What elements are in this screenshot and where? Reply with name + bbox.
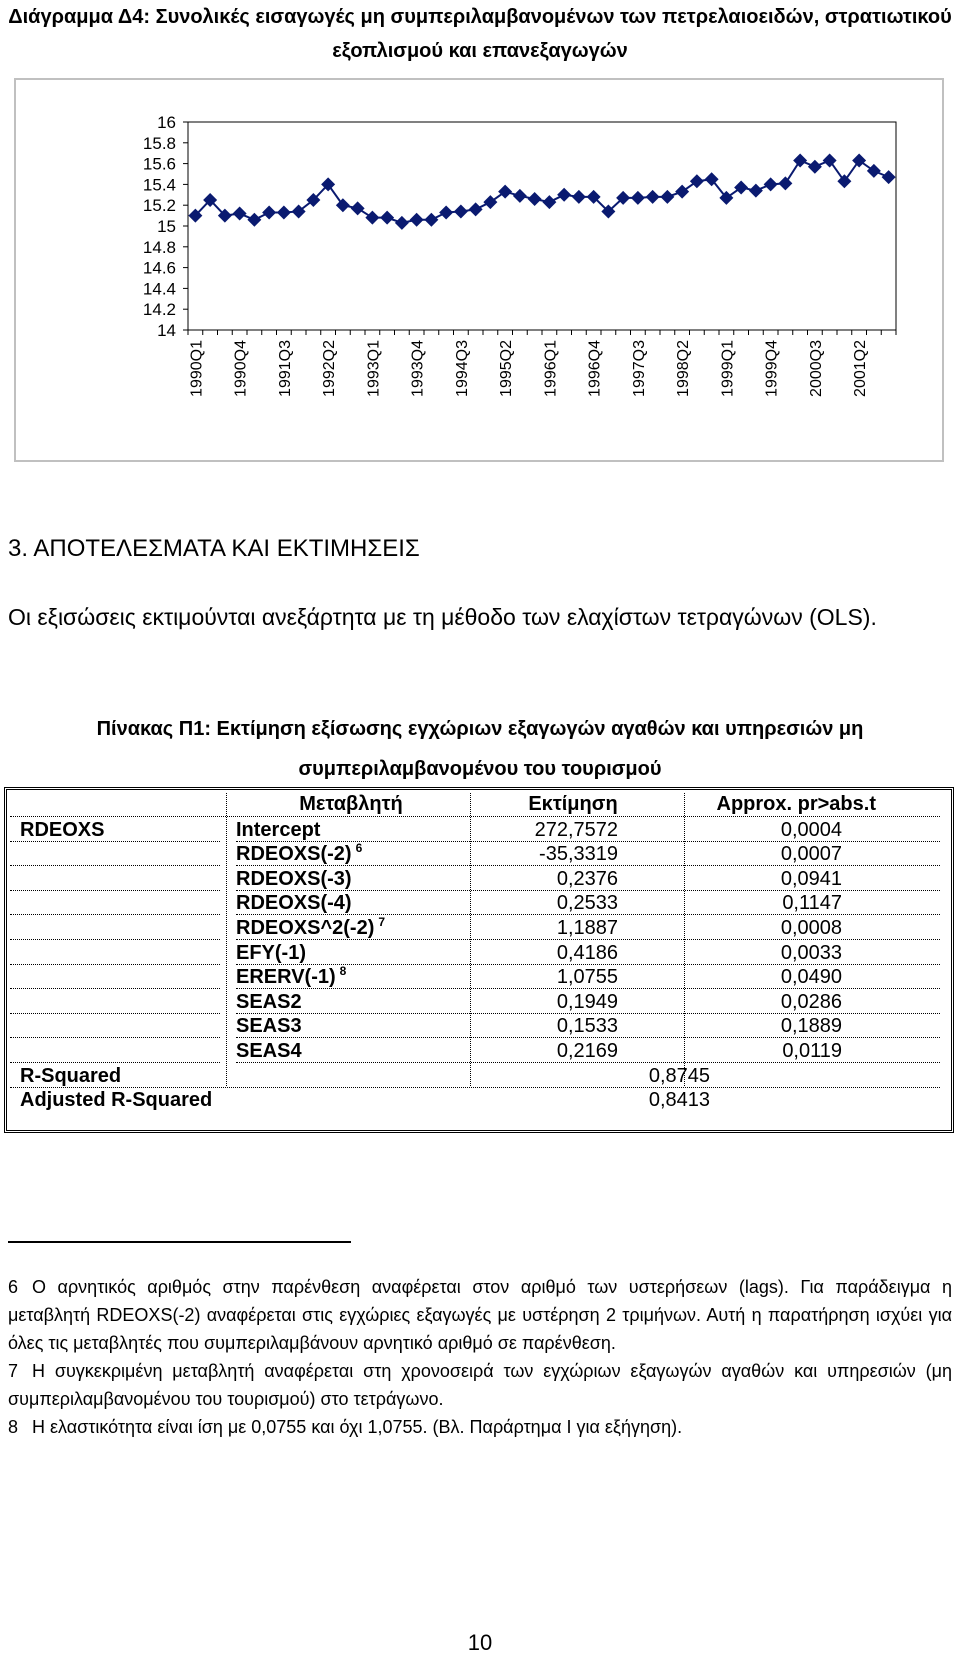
data-point	[365, 211, 379, 225]
table-row-variable	[236, 867, 352, 891]
data-point	[675, 185, 689, 199]
x-tick-label: 1995Q2	[498, 340, 516, 397]
y-tick-label: 15.8	[142, 133, 176, 153]
y-tick-label: 14	[157, 321, 176, 340]
table-row-estimate: 0,2376	[556, 867, 618, 890]
footnote-ref: 8	[339, 964, 347, 979]
x-tick-label: 2000Q3	[807, 340, 825, 397]
table-row-pvalue: 0,1889	[780, 1015, 842, 1038]
data-point	[852, 153, 866, 167]
y-tick-label: 14.8	[142, 237, 176, 257]
data-point	[439, 205, 453, 219]
r-squared-label: R-Squared	[20, 1064, 122, 1087]
y-tick-label: 15.6	[142, 154, 176, 174]
table-rule	[10, 841, 220, 842]
data-point	[336, 198, 350, 212]
y-tick-label: 15.4	[142, 175, 176, 195]
chart-caption: Διάγραμμα Δ4: Συνολικές εισαγωγές μη συμπεριλαμβανομένων των πετρελαιοειδών, στρατιωτικού εξοπλισμού και επανεξαγωγών	[8, 6, 952, 62]
variable-name: RDEOXS^2(-2)	[236, 917, 375, 939]
data-point	[483, 195, 497, 209]
section-heading: 3. ΑΠΟΤΕΛΕΣΜΑΤΑ ΚΑΙ ΕΚΤΙΜΗΣΕΙΣ	[8, 535, 420, 562]
data-point	[793, 153, 807, 167]
intro-paragraph: Οι εξισώσεις εκτιμούνται ανεξάρτητα με τη μέθοδο των ελαχίστων τετραγώνων (OLS).	[8, 604, 877, 630]
table-rule	[10, 939, 220, 940]
data-point	[557, 188, 571, 202]
series-imports	[188, 153, 895, 229]
footnote-ref: 7	[378, 915, 386, 929]
footnote-text: Ο αρνητικός αριθμός στην παρένθεση αναφέρεται στον αριθμό των υστερήσεων (lags). Για παράδειγμα η μεταβλητή RDEOXS(-2) αναφέρεται στις εγχώριες εξαγωγές με υστέρηση 2 τριμήνων. Αυτή η παρατήρηση ισχύει για όλες τις μεταβλητές που συμπεριλαμβάνουν αρνητικό αριθμό σε παρένθεση.	[8, 1277, 952, 1353]
x-tick-label: 1993Q1	[365, 340, 383, 397]
table-row-variable	[236, 891, 352, 915]
table-row-pvalue: 0,0007	[780, 843, 842, 866]
table-row-estimate: 0,1949	[556, 990, 618, 1013]
y-tick-label: 14.6	[142, 258, 176, 278]
data-point	[882, 170, 896, 184]
r-squared-value: 0,8745	[648, 1064, 710, 1087]
y-tick-label: 16	[157, 113, 176, 132]
table-row-estimate: 0,1533	[556, 1015, 618, 1038]
x-tick-label: 1999Q4	[763, 340, 781, 397]
data-point	[734, 181, 748, 195]
data-point	[528, 192, 542, 206]
table-caption: Πίνακας Π1: Εκτίμηση εξίσωσης εγχώριων εξαγωγών αγαθών και υπηρεσιών μη συμπεριλαμβανομένου του τουρισμού	[96, 718, 864, 780]
footnote-text: Η συγκεκριμένη μεταβλητή αναφέρεται στη χρονοσειρά των εγχώριων εξαγωγών αγαθών και υπηρεσιών (μη συμπεριλαμβανομένου του τουρισμού) στο τετράγωνο.	[8, 1361, 952, 1409]
data-point	[498, 185, 512, 199]
table-row-pvalue: 0,0008	[780, 917, 842, 939]
table-rule	[10, 1013, 220, 1014]
data-point	[823, 153, 837, 167]
table-row-estimate: 1,1887	[556, 917, 618, 939]
table-row-estimate: 0,2533	[556, 892, 618, 915]
line-chart	[16, 80, 942, 460]
table-row-pvalue: 0,0033	[780, 941, 842, 964]
footnote-number: 7	[8, 1361, 19, 1381]
dependent-variable: RDEOXS	[20, 818, 105, 841]
y-tick-label: 15	[157, 217, 176, 236]
data-point	[247, 213, 261, 227]
x-tick-label: 1992Q2	[321, 340, 339, 397]
table-rule	[470, 793, 471, 1086]
table-rule	[10, 1037, 220, 1038]
variable-name: RDEOXS(-4)	[236, 892, 352, 915]
table-rule	[10, 988, 220, 989]
data-point	[424, 213, 438, 227]
header-estimate: Εκτίμηση	[528, 793, 618, 815]
table-row-estimate: 0,2169	[556, 1040, 618, 1062]
variable-name: ERERV(-1)	[236, 966, 336, 989]
data-point	[631, 191, 645, 205]
data-point	[380, 211, 394, 225]
y-tick-label: 14.4	[142, 279, 176, 299]
footnote	[8, 1413, 952, 1441]
x-tick-label: 1991Q3	[276, 340, 294, 397]
data-point	[542, 195, 556, 209]
table-rule	[10, 914, 220, 915]
table-row-variable	[236, 965, 346, 989]
table-row-variable	[236, 1014, 302, 1038]
table-row-estimate: 1,0755	[556, 966, 618, 989]
plot-border	[188, 122, 896, 330]
x-tick-label: 1998Q2	[675, 340, 693, 397]
table-row-variable	[236, 842, 362, 866]
table-row-variable	[236, 1039, 302, 1063]
table-row-estimate: 0,4186	[556, 941, 618, 964]
x-tick-label: 2001Q2	[852, 340, 870, 397]
x-tick-label: 1993Q4	[409, 340, 427, 397]
page-number: 10	[467, 1630, 493, 1655]
adj-r-squared-value: 0,8413	[648, 1089, 710, 1112]
data-point	[867, 164, 881, 178]
data-point	[808, 160, 822, 174]
data-point	[660, 190, 674, 204]
data-point	[690, 174, 704, 188]
variable-name: SEAS2	[236, 990, 302, 1013]
footnote	[8, 1273, 952, 1357]
table-row-pvalue: 0,0490	[780, 966, 842, 989]
chart-frame	[14, 78, 944, 462]
variable-name: RDEOXS(-3)	[236, 867, 352, 890]
table-row-variable	[236, 916, 385, 940]
table-row-pvalue: 0,0941	[780, 867, 842, 890]
x-tick-label: 1997Q3	[630, 340, 648, 397]
x-tick-label: 1990Q4	[232, 340, 250, 397]
table-row-pvalue: 0,0286	[780, 990, 842, 1013]
header-variable: Μεταβλητή	[299, 793, 403, 815]
table-row-pvalue: 0,1147	[782, 892, 842, 915]
x-tick-label: 1990Q1	[188, 340, 206, 397]
x-tick-label: 1999Q1	[719, 340, 737, 397]
table-row-variable	[236, 990, 302, 1014]
variable-name: Intercept	[236, 818, 321, 841]
footnote-separator	[8, 1241, 351, 1243]
data-point	[837, 174, 851, 188]
data-point	[513, 189, 527, 203]
x-tick-label: 1996Q1	[542, 340, 560, 397]
table-rule	[10, 890, 220, 891]
table-rule	[684, 793, 685, 1086]
data-point	[646, 190, 660, 204]
footnote-number: 8	[8, 1417, 19, 1437]
footnote-ref: 6	[355, 841, 363, 856]
data-point	[262, 205, 276, 219]
y-axis	[143, 113, 188, 340]
y-tick-label: 15.2	[142, 196, 176, 216]
data-point	[233, 207, 247, 221]
table-rule	[10, 865, 220, 866]
data-point	[572, 190, 586, 204]
table-row-pvalue: 0,0004	[780, 818, 842, 841]
footnote	[8, 1357, 952, 1413]
y-tick-label: 14.2	[142, 300, 176, 320]
table-row-estimate: 272,7572	[534, 818, 618, 841]
table-row-variable	[236, 818, 320, 842]
x-tick-label: 1996Q4	[586, 340, 604, 397]
data-point	[277, 205, 291, 219]
table-rule	[10, 964, 220, 965]
variable-name: RDEOXS(-2)	[236, 843, 352, 866]
variable-name: SEAS3	[236, 1015, 302, 1038]
x-tick-label: 1994Q3	[453, 340, 471, 397]
data-point	[749, 184, 763, 198]
variable-name: SEAS4	[236, 1040, 302, 1062]
data-point	[469, 202, 483, 216]
data-point	[764, 177, 778, 191]
table-row-variable	[236, 941, 306, 965]
plot-area	[188, 122, 896, 330]
footnote-number: 6	[8, 1277, 19, 1297]
variable-name: EFY(-1)	[236, 941, 306, 964]
data-point	[410, 213, 424, 227]
data-point	[454, 204, 468, 218]
data-point	[351, 201, 365, 215]
data-point	[395, 216, 409, 230]
header-pvalue: Approx. pr>abs.t	[716, 793, 876, 815]
adj-r-squared-label: Adjusted R-Squared	[20, 1089, 213, 1112]
x-axis	[188, 330, 896, 397]
table-row-pvalue: 0,0119	[782, 1040, 842, 1062]
footnote-text: Η ελαστικότητα είναι ίση με 0,0755 και όχι 1,0755. (Βλ. Παράρτημα Ι για εξήγηση).	[32, 1417, 683, 1437]
data-point	[778, 176, 792, 190]
table-rule	[226, 793, 227, 1086]
table-row-estimate: -35,3319	[539, 843, 618, 866]
